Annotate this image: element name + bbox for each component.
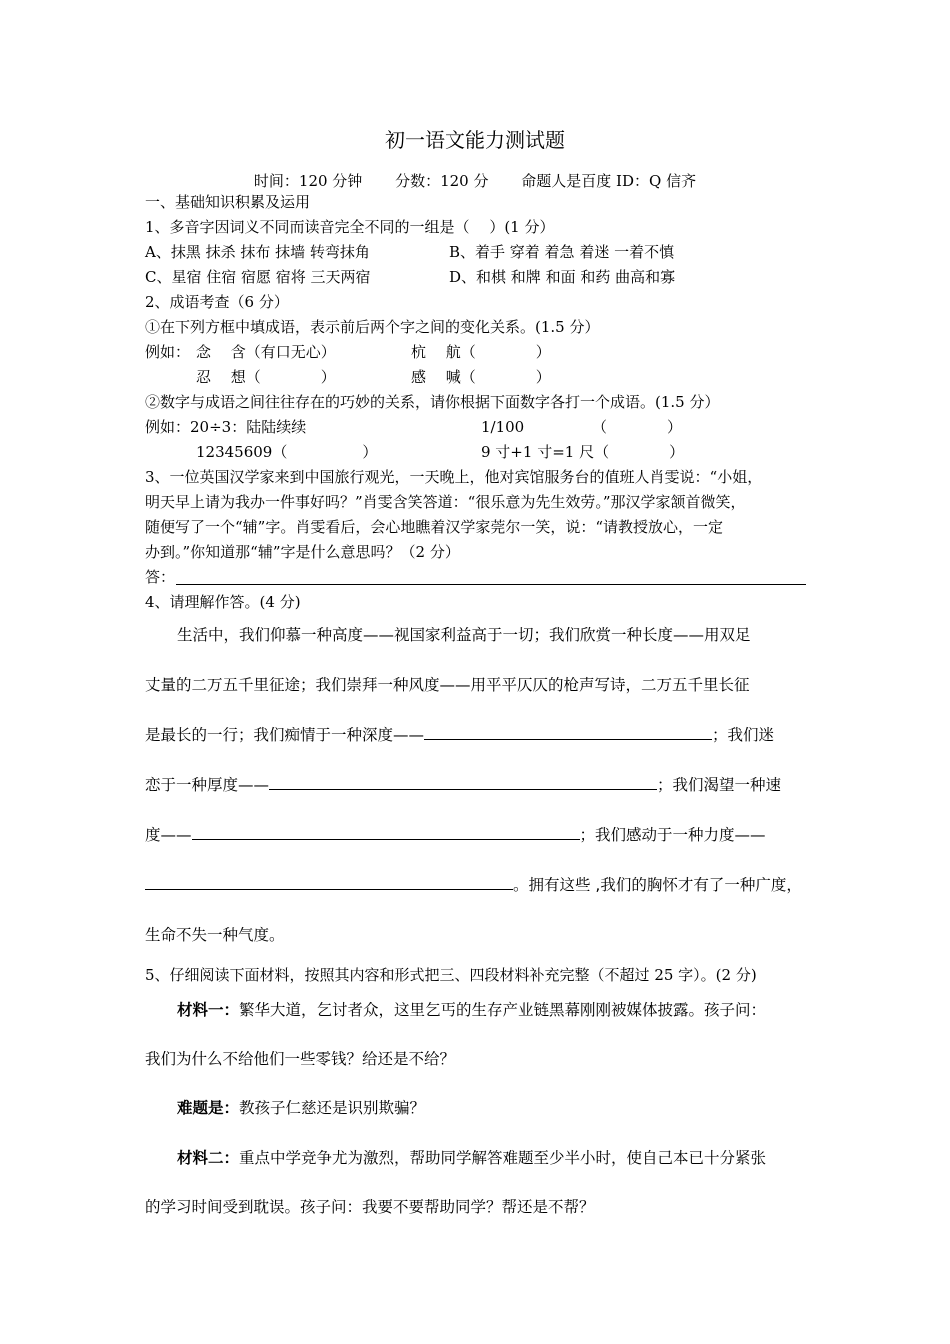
q2-stem: 2、成语考查（6 分）	[145, 293, 289, 311]
q2-example-a: 念 含（有口无心）	[196, 343, 336, 361]
q5-difficulty-1	[177, 1101, 425, 1117]
q4-paragraph-line-4	[145, 778, 781, 794]
q5-material-2-text: 重点中学竞争尤为激烈，帮助同学解答难题至少半小时，使自己本已十分紧张	[239, 1149, 767, 1167]
q2-item-d: 感 喊（ ）	[411, 368, 551, 386]
q5-material-1-label: 材料一：	[177, 1001, 240, 1019]
q1-option-c: C、星宿 住宿 宿愿 宿将 三天两宿	[145, 268, 371, 286]
q4-text-5a: 度——	[145, 826, 192, 844]
q4-paragraph-line-3	[145, 728, 774, 744]
q4-text-4a: 恋于一种厚度——	[145, 776, 270, 794]
q4-blank-speed[interactable]	[192, 839, 580, 840]
q3-line-4: 办到。”你知道那“辅”字是什么意思吗？（2 分）	[145, 543, 460, 561]
q1-option-d: D、和棋 和牌 和面 和药 曲高和寡	[449, 268, 676, 286]
q2-part2: ②数字与成语之间往往存在的巧妙的关系，请你根据下面数字各打一个成语。(1.5 分）	[145, 393, 720, 411]
q5-stem: 5、仔细阅读下面材料，按照其内容和形式把三、四段材料补充完整（不超过 25 字）。(2 分)	[145, 966, 757, 984]
q1-stem: 1、多音字因词义不同而读音完全不同的一组是（ ）(1 分）	[145, 218, 555, 236]
q5-material-1-line-2: 我们为什么不给他们一些零钱？给还是不给？	[145, 1050, 456, 1068]
exam-meta	[0, 170, 950, 191]
q5-material-1	[177, 1003, 766, 1019]
exam-time: 时间：120 分钟	[253, 172, 363, 190]
q4-text-3a: 是最长的一行；我们痴情于一种深度——	[145, 726, 425, 744]
q4-paragraph-line-1: 生活中，我们仰慕一种高度——视国家利益高于一切；我们欣赏一种长度——用双足	[177, 626, 751, 644]
q4-paragraph-line-5	[145, 828, 766, 844]
q4-text-3b: ；我们迷	[712, 726, 775, 744]
q4-blank-depth[interactable]	[424, 739, 712, 740]
q3-line-2: 明天早上请为我办一件事好吗？”肖雯含笑答道：“很乐意为先生效劳。”那汉学家颔首微笑，	[145, 493, 746, 511]
q4-paragraph-line-6	[145, 878, 802, 894]
q4-paragraph-line-7: 生命不失一种气度。	[145, 926, 285, 944]
q2-example2-a: 例如：20÷3：陆陆续续	[145, 418, 307, 436]
q1-option-a: A、抹黑 抹杀 抹布 抹墙 转弯抹角	[145, 243, 370, 261]
q5-material-1-text: 繁华大道，乞讨者众，这里乞丐的生存产业链黑幕刚刚被媒体披露。孩子问：	[239, 1001, 767, 1019]
q2-example2-d: 9 寸+1 寸=1 尺（ ）	[481, 443, 685, 461]
q3-answer-label: 答：	[145, 568, 176, 586]
exam-score: 分数：120 分	[395, 172, 489, 190]
q5-material-2-label: 材料二：	[177, 1149, 240, 1167]
q2-item-c: 忍 想（ ）	[196, 368, 336, 386]
q3-line-1: 3、一位英国汉学家来到中国旅行观光，一天晚上，他对宾馆服务台的值班人肖雯说：“小姐，	[145, 468, 763, 486]
exam-author: 命题人是百度 ID：Q 信齐	[521, 172, 697, 190]
q1-option-b: B、着手 穿着 着急 着迷 一着不慎	[449, 243, 675, 261]
q2-example2-c: 12345609（ ）	[196, 443, 378, 461]
q2-item-b: 杭 航（ ）	[411, 343, 551, 361]
q4-text-4b: ；我们渴望一种速	[657, 776, 782, 794]
q5-material-2-line-2: 的学习时间受到耽误。孩子问：我要不要帮助同学？帮还是不帮？	[145, 1198, 595, 1216]
q5-difficulty-1-label: 难题是：	[177, 1099, 240, 1117]
q3-line-3: 随便写了一个“辅”字。肖雯看后，会心地瞧着汉学家莞尔一笑，说：“请教授放心，一定	[145, 518, 724, 536]
page-title: 初一语文能力测试题	[385, 128, 565, 152]
q2-example2-b-paren: （ ）	[592, 418, 683, 436]
q5-difficulty-1-text: 教孩子仁慈还是识别欺骗？	[239, 1099, 426, 1117]
q2-part1: ①在下列方框中填成语，表示前后两个字之间的变化关系。(1.5 分）	[145, 318, 600, 336]
q3-answer-blank[interactable]	[176, 583, 806, 585]
q4-paragraph-line-2: 丈量的二万五千里征途；我们崇拜一种风度——用平平仄仄的枪声写诗，二万五千里长征	[145, 676, 750, 694]
section-heading: 一、基础知识积累及运用	[145, 193, 311, 211]
q2-example2-b: 1/100	[481, 418, 525, 436]
q4-blank-thickness[interactable]	[269, 789, 657, 790]
q4-text-5b: ；我们感动于一种力度——	[579, 826, 766, 844]
q4-text-6b: 。拥有这些 ,我们的胸怀才有了一种广度，	[513, 876, 802, 894]
q4-stem: 4、请理解作答。(4 分)	[145, 593, 301, 611]
q2-example-label: 例如：	[145, 343, 191, 361]
q4-blank-strength[interactable]	[145, 889, 513, 890]
q5-material-2	[177, 1151, 766, 1167]
